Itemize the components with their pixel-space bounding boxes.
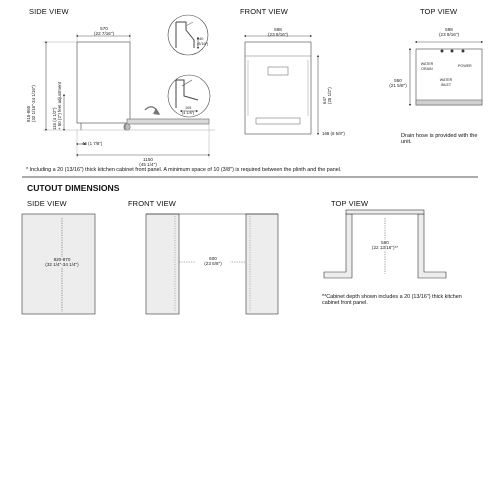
side-open-depth-dim: 1150 (45 1/4")	[139, 157, 157, 168]
side-foot-dim: 115 (4 1/2") + 50 (2") feet adjustment	[52, 81, 62, 130]
cutout-top-right-cabinet	[418, 214, 446, 278]
label-water-drain: WATER DRAIN	[420, 62, 434, 71]
top-view-drawing	[410, 42, 482, 105]
hinge-detail-top	[168, 15, 208, 55]
side-view-heading: SIDE VIEW	[29, 7, 69, 16]
cutout-top-depth-dim: 580 (22 13/16")**	[365, 240, 405, 250]
label-water-inlet: WATER INLET	[439, 78, 453, 87]
detail-top-dim: 240 (9/16")	[197, 37, 209, 46]
detail-bottom-dim: 105 (4 1/8")	[182, 106, 195, 115]
cutout-top-left-cabinet	[324, 214, 352, 278]
cutout-title: CUTOUT DIMENSIONS	[27, 183, 120, 193]
cutout-cabinet-note: **Cabinet depth shown includes a 20 (13/16") thick kitchen cabinet front panel.	[322, 294, 462, 307]
cutout-front-heading: FRONT VIEW	[128, 199, 176, 208]
cutout-side-height-dim: 820-870 (32 1/4"-34 1/4")	[34, 257, 90, 267]
side-height-dim: 815-865 (32 1/16"-34 1/16")	[26, 85, 36, 122]
cutout-front-left-cabinet	[146, 214, 179, 314]
front-height-dim: 647 (25 1/2")	[322, 87, 332, 104]
front-width-dim: 598 (23 9/16")	[267, 27, 289, 38]
side-depth-dim: 570 (22 7/16")	[93, 26, 115, 37]
top-view-outline	[416, 49, 482, 105]
open-door-panel	[127, 119, 209, 124]
installation-footnote: * Including a 20 (13/16") thick kitchen cabinet front panel. A minimum space of 10 (3/8") is required between the plinth and the panel.	[26, 167, 342, 173]
front-toe-dim: 168 (6 5/8")	[322, 131, 345, 136]
label-power: POWER	[458, 64, 472, 68]
side-view-drawing	[43, 33, 215, 158]
cutout-front-right-cabinet	[246, 214, 278, 314]
front-view-heading: FRONT VIEW	[240, 7, 288, 16]
side-view-cabinet-outline	[77, 42, 130, 123]
cutout-top-heading: TOP VIEW	[331, 199, 369, 208]
top-view-heading: TOP VIEW	[420, 7, 458, 16]
top-width-dim: 598 (23 9/16")	[438, 27, 460, 38]
top-depth-dim: 550 (21 5/8")	[389, 78, 407, 89]
cutout-side-heading: SIDE VIEW	[27, 199, 67, 208]
cutout-front-width-dim: 600 (23 5/8")	[196, 256, 230, 266]
drain-hose-note: Drain hose is provided with the unit.	[401, 133, 478, 146]
side-plinth-dim: 46 (1 7/8")	[82, 141, 103, 146]
front-view-drawing	[245, 36, 318, 134]
